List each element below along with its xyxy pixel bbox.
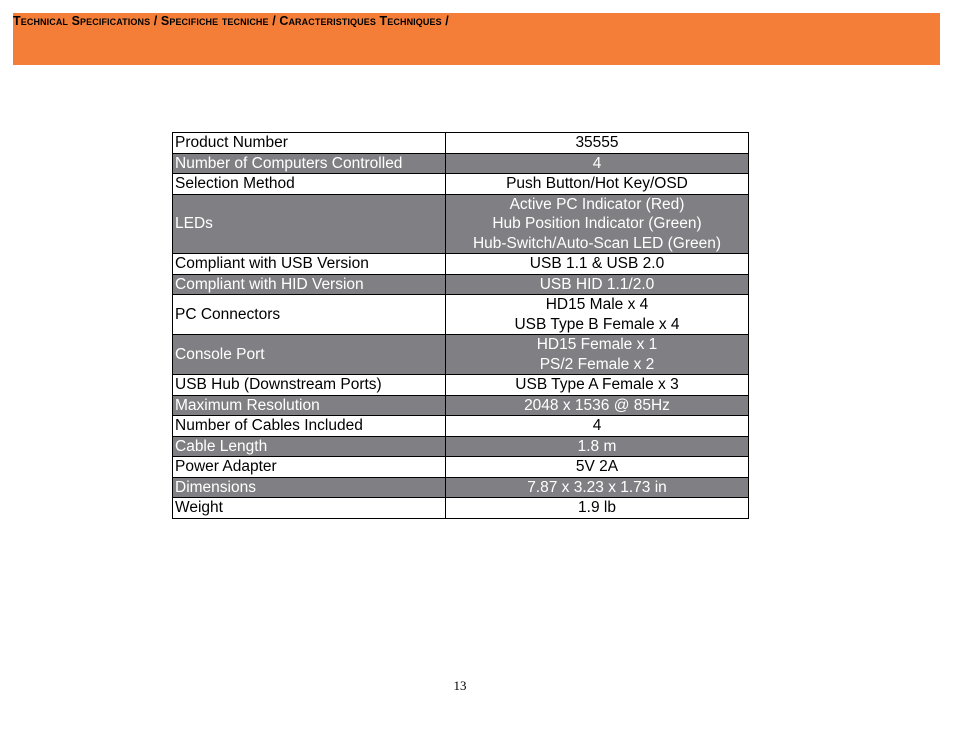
table-row (173, 335, 749, 375)
spec-value (446, 375, 749, 396)
table-row (173, 395, 749, 416)
spec-value-line: USB 1.1 & USB 2.0 (529, 255, 665, 272)
spec-value (446, 254, 749, 275)
table-row (173, 416, 749, 437)
spec-label: Dimensions (173, 477, 446, 498)
spec-value-line: USB Type B Female x 4 (514, 315, 680, 333)
table-row (173, 436, 749, 457)
spec-value-line: Active PC Indicator (Red) (509, 195, 685, 213)
table-row (173, 133, 749, 154)
spec-value-line: 2048 x 1536 @ 85Hz (524, 396, 670, 414)
spec-value-line: 5V 2A (575, 458, 619, 475)
spec-value (446, 395, 749, 416)
spec-label: Console Port (173, 335, 446, 375)
spec-value-line: 4 (592, 154, 602, 172)
spec-value (446, 194, 749, 254)
spec-value (446, 174, 749, 195)
table-row (173, 477, 749, 498)
spec-label: PC Connectors (173, 295, 446, 335)
spec-value (446, 416, 749, 437)
spec-label: Cable Length (173, 436, 446, 457)
spec-label: Number of Cables Included (173, 416, 446, 437)
table-row (173, 174, 749, 195)
spec-value (446, 498, 749, 519)
spec-value (446, 295, 749, 335)
page-number: 13 (453, 678, 467, 693)
spec-value (446, 153, 749, 174)
spec-value-line: USB HID 1.1/2.0 (539, 275, 655, 293)
header-bar (13, 13, 940, 65)
spec-value (446, 335, 749, 375)
spec-value-line: 7.87 x 3.23 x 1.73 in (527, 478, 667, 496)
specifications-table (172, 132, 749, 519)
spec-value (446, 457, 749, 478)
spec-value (446, 133, 749, 154)
spec-label: Number of Computers Controlled (173, 153, 446, 174)
spec-value-line: Hub-Switch/Auto-Scan LED (Green) (472, 234, 722, 252)
spec-value-line: 35555 (575, 134, 619, 151)
spec-label: Selection Method (173, 174, 446, 195)
table-row (173, 295, 749, 335)
table-row (173, 254, 749, 275)
spec-label: Product Number (173, 133, 446, 154)
spec-value (446, 477, 749, 498)
table-row (173, 457, 749, 478)
spec-value-line: HD15 Female x 1 (536, 336, 658, 353)
spec-value-line: HD15 Male x 4 (545, 296, 649, 313)
spec-label: Weight (173, 498, 446, 519)
table-row (173, 498, 749, 519)
table-row (173, 153, 749, 174)
page-title: Technical Specifications / Specifiche tecniche / Caracteristiques Techniques / (13, 14, 449, 28)
spec-value-line: Push Button/Hot Key/OSD (506, 175, 688, 192)
spec-value-line: 1.9 lb (578, 499, 616, 516)
table-row (173, 274, 749, 295)
table-row (173, 194, 749, 254)
spec-value (446, 274, 749, 295)
spec-value-line: PS/2 Female x 2 (539, 355, 655, 373)
spec-value-line: 1.8 m (577, 437, 617, 455)
table-row (173, 375, 749, 396)
spec-label: Compliant with USB Version (173, 254, 446, 275)
spec-label: USB Hub (Downstream Ports) (173, 375, 446, 396)
spec-value (446, 436, 749, 457)
spec-label: Power Adapter (173, 457, 446, 478)
spec-value-line: 4 (592, 417, 602, 434)
spec-label: LEDs (173, 194, 446, 254)
spec-value-line: Hub Position Indicator (Green) (492, 215, 702, 232)
spec-label: Compliant with HID Version (173, 274, 446, 295)
spec-label: Maximum Resolution (173, 395, 446, 416)
spec-value-line: USB Type A Female x 3 (515, 376, 679, 393)
